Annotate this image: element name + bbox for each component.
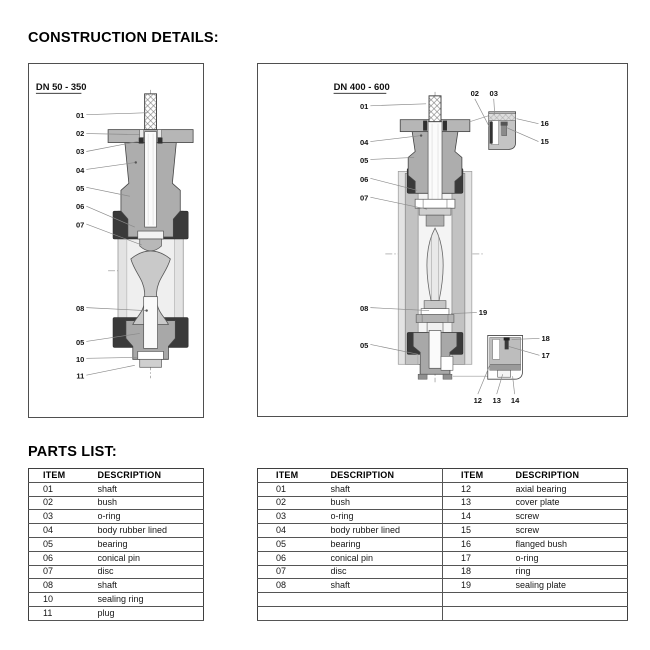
callout-03: 03	[489, 88, 498, 98]
bush-left	[140, 130, 144, 138]
table-row	[29, 606, 204, 620]
part-description-cell	[331, 606, 443, 620]
o-ring-right	[443, 121, 447, 131]
table-header-description: DESCRIPTION	[98, 469, 204, 483]
table-header-description2: DESCRIPTION	[516, 469, 628, 483]
callout-04: 04	[76, 165, 85, 175]
part-item-cell: 02	[29, 496, 98, 510]
part-item-cell: 07	[258, 565, 331, 579]
bearing-plate	[415, 199, 455, 208]
leader-dot	[420, 134, 422, 136]
table-row	[258, 579, 628, 593]
part-item-cell	[443, 606, 516, 620]
valve-drawing-dn50-350	[29, 64, 203, 417]
cover-plate-detail	[498, 370, 511, 377]
part-description-cell: screw	[516, 510, 628, 524]
part-description-cell	[516, 606, 628, 620]
part-description-cell: bearing	[331, 537, 443, 551]
part-item-cell: 06	[258, 551, 331, 565]
foot-left	[418, 374, 427, 379]
table-header-row	[258, 469, 628, 483]
table-row	[258, 510, 628, 524]
part-item-cell	[258, 606, 331, 620]
table-row	[258, 565, 628, 579]
leader-dot	[145, 309, 147, 311]
callout-05b: 05	[359, 340, 369, 350]
shaft-collar	[138, 231, 164, 239]
part-item-cell: 01	[29, 482, 98, 496]
part-description-cell: o-ring	[331, 510, 443, 524]
table-header-item: ITEM	[29, 469, 98, 483]
part-description-cell: shaft	[331, 579, 443, 593]
sealing-ring	[138, 351, 164, 359]
hub	[424, 301, 446, 309]
part-item-cell: 05	[29, 537, 98, 551]
part-item-cell: 11	[29, 606, 98, 620]
part-description-cell: o-ring	[98, 510, 204, 524]
part-item-cell	[258, 593, 331, 607]
callout-11: 11	[76, 371, 85, 381]
callout-01: 01	[359, 102, 369, 112]
callout-07: 07	[359, 193, 369, 203]
part-item-cell: 07	[29, 565, 98, 579]
callout-labels	[76, 111, 85, 381]
table-row	[29, 510, 204, 524]
part-item-cell: 12	[443, 482, 516, 496]
part-item-cell: 04	[29, 524, 98, 538]
part-item-cell: 08	[258, 579, 331, 593]
table-header-description: DESCRIPTION	[331, 469, 443, 483]
part-description-cell: shaft	[98, 482, 204, 496]
part-item-cell: 16	[443, 537, 516, 551]
part-item-cell: 08	[29, 579, 98, 593]
table-row	[29, 482, 204, 496]
callout-08: 08	[359, 304, 369, 314]
parts-table-right	[257, 468, 628, 621]
shaft-top-hatched	[145, 94, 157, 130]
leader-dot	[135, 161, 137, 163]
part-description-cell: ring	[516, 565, 628, 579]
foot-right	[443, 374, 452, 379]
callout-03: 03	[76, 146, 85, 156]
table-row	[258, 482, 628, 496]
part-description-cell: conical pin	[331, 551, 443, 565]
construction-details-heading: CONSTRUCTION DETAILS:	[28, 30, 219, 46]
part-description-cell: sealing ring	[98, 593, 204, 607]
callout-15: 15	[540, 137, 549, 147]
table-row	[29, 524, 204, 538]
plug	[140, 359, 162, 367]
callout-13: 13	[492, 396, 501, 406]
valve-body	[398, 96, 472, 379]
part-item-cell: 19	[443, 579, 516, 593]
detail-view-top	[489, 112, 516, 150]
upper-shaft	[428, 122, 442, 204]
part-item-cell: 03	[29, 510, 98, 524]
valve-body	[108, 94, 193, 367]
part-description-cell: bush	[331, 496, 443, 510]
table-row	[29, 579, 204, 593]
o-ring-left	[139, 138, 144, 144]
part-item-cell: 04	[258, 524, 331, 538]
part-description-cell: bearing	[98, 537, 204, 551]
table-row	[29, 496, 204, 510]
part-description-cell: body rubber lined	[331, 524, 443, 538]
table-row	[258, 606, 628, 620]
part-item-cell: 18	[443, 565, 516, 579]
part-description-cell	[516, 593, 628, 607]
part-description-cell: cover plate	[516, 496, 628, 510]
callout-17: 17	[541, 350, 550, 360]
callout-04: 04	[359, 138, 369, 148]
valve-drawing-dn400-600	[258, 64, 627, 416]
part-item-cell: 03	[258, 510, 331, 524]
part-description-cell: flanged bush	[516, 537, 628, 551]
table-row	[29, 551, 204, 565]
table-row	[258, 524, 628, 538]
callout-02: 02	[470, 88, 480, 98]
callout-06: 06	[76, 202, 85, 212]
part-item-cell: 06	[29, 551, 98, 565]
upper-shaft	[145, 132, 157, 227]
callout-12: 12	[473, 396, 483, 406]
part-description-cell: screw	[516, 524, 628, 538]
part-description-cell: o-ring	[516, 551, 628, 565]
callout-18: 18	[541, 333, 550, 343]
parts-list-heading: PARTS LIST:	[28, 444, 117, 460]
detail-view-bottom	[488, 335, 523, 379]
part-description-cell	[331, 593, 443, 607]
part-description-cell: axial bearing	[516, 482, 628, 496]
sealing-plate	[421, 309, 449, 315]
axial-bearing-detail	[490, 364, 521, 370]
diagram-dn400-600	[257, 63, 628, 417]
part-item-cell: 05	[258, 537, 331, 551]
callout-10: 10	[76, 354, 85, 364]
o-ring-right	[158, 138, 163, 144]
callout-01: 01	[76, 111, 85, 121]
part-item-cell: 13	[443, 496, 516, 510]
cover-recess	[441, 356, 453, 370]
part-item-cell	[443, 593, 516, 607]
table-header-row	[29, 469, 204, 483]
part-description-cell: plug	[98, 606, 204, 620]
callout-07: 07	[76, 220, 85, 230]
bush-right	[158, 130, 162, 138]
callout-08: 08	[76, 304, 85, 314]
parts-table-left	[28, 468, 204, 621]
part-description-cell: body rubber lined	[98, 524, 204, 538]
diagram-dn50-350	[28, 63, 204, 418]
table-row	[258, 551, 628, 565]
o-ring-left	[423, 121, 427, 131]
lower-shaft	[429, 330, 441, 368]
table-row	[29, 537, 204, 551]
conical-pin-block	[426, 215, 444, 226]
table-header-item2: ITEM	[443, 469, 516, 483]
table-row	[258, 537, 628, 551]
table-row	[258, 496, 628, 510]
callout-16: 16	[540, 119, 549, 129]
callout-05b: 05	[76, 337, 85, 347]
table-row	[258, 593, 628, 607]
callout-06: 06	[359, 174, 369, 184]
part-item-cell: 02	[258, 496, 331, 510]
table-row	[29, 593, 204, 607]
part-description-cell: disc	[331, 565, 443, 579]
part-description-cell: conical pin	[98, 551, 204, 565]
part-description-cell: bush	[98, 496, 204, 510]
part-item-cell: 15	[443, 524, 516, 538]
callout-05: 05	[76, 183, 85, 193]
table-header-item: ITEM	[258, 469, 331, 483]
diagram-title: DN 50 - 350	[35, 80, 87, 92]
diagram-title: DN 400 - 600	[333, 81, 390, 93]
table-row	[29, 565, 204, 579]
part-description-cell: disc	[98, 565, 204, 579]
callout-14: 14	[510, 396, 520, 406]
part-item-cell: 01	[258, 482, 331, 496]
part-description-cell: shaft	[331, 482, 443, 496]
shaft-top-hatched	[429, 96, 441, 122]
part-description-cell: shaft	[98, 579, 204, 593]
bush-detail	[490, 122, 493, 144]
callout-05: 05	[359, 155, 369, 165]
part-item-cell: 14	[443, 510, 516, 524]
part-item-cell: 17	[443, 551, 516, 565]
lower-shaft	[144, 297, 158, 349]
callout-19: 19	[478, 308, 488, 318]
callout-02: 02	[76, 129, 85, 139]
part-description-cell: sealing plate	[516, 579, 628, 593]
part-item-cell: 10	[29, 593, 98, 607]
